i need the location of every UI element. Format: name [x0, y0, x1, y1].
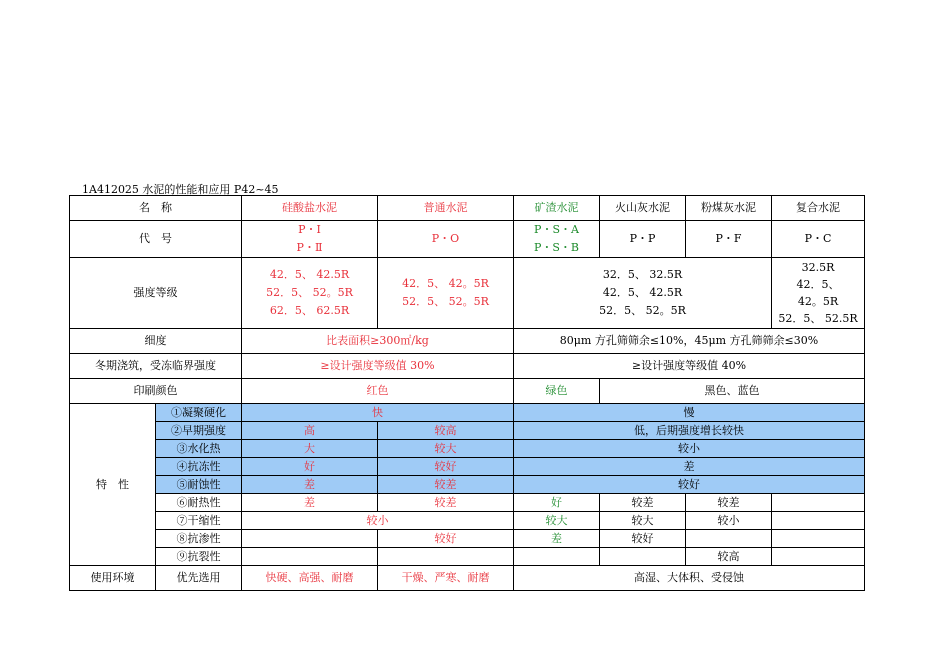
trait-row-5	[70, 476, 865, 494]
trait-value-flyash: 较差	[686, 494, 772, 512]
trait-value-portland-ordinary: 较小	[242, 512, 514, 530]
strength-portland-3: 62．5、 62.5R	[269, 304, 350, 317]
code-composite: P・C	[772, 221, 865, 258]
strength-slag-pozzolanic-flyash	[514, 258, 772, 329]
strength-mid-1: 32．5、 32.5R	[602, 268, 683, 281]
trait-value-ordinary	[378, 548, 514, 566]
trait-value-composite	[772, 548, 865, 566]
header-pozzolanic: 火山灰水泥	[600, 196, 686, 221]
code-label: 代 号	[70, 221, 242, 258]
color-slag: 绿色	[514, 379, 600, 404]
code-slag-2: P・S・B	[533, 241, 580, 254]
trait-value-slag: 差	[514, 530, 600, 548]
trait-value-portland: 大	[242, 440, 378, 458]
trait-row-7	[70, 512, 865, 530]
trait-value-pozzolanic	[600, 548, 686, 566]
trait-row-3	[70, 440, 865, 458]
trait-row-9	[70, 548, 865, 566]
trait-value-slag: 较大	[514, 512, 600, 530]
usage-sub-label: 优先选用	[156, 566, 242, 591]
trait-name: ⑥耐热性	[156, 494, 242, 512]
color-row	[70, 379, 865, 404]
trait-value-portland	[242, 530, 378, 548]
fineness-portland-ordinary: 比表面积≥300㎡/kg	[242, 329, 514, 354]
winter-row	[70, 354, 865, 379]
code-flyash: P・F	[686, 221, 772, 258]
winter-label: 冬期浇筑，受冻临界强度	[70, 354, 242, 379]
trait-value-ordinary: 较差	[378, 494, 514, 512]
winter-portland-ordinary: ≥设计强度等级值 30%	[242, 354, 514, 379]
fineness-others: 80μm 方孔筛筛余≤10%，45μm 方孔筛筛余≤30%	[514, 329, 865, 354]
strength-portland-1: 42．5、 42.5R	[269, 268, 350, 281]
trait-value-ordinary: 较高	[378, 422, 514, 440]
code-ordinary: P・O	[378, 221, 514, 258]
strength-ordinary-1: 42．5、 42。5R	[402, 277, 489, 290]
color-portland-ordinary: 红色	[242, 379, 514, 404]
strength-label: 强度等级	[70, 258, 242, 329]
trait-name: ③水化热	[156, 440, 242, 458]
traits-label: 特 性	[70, 404, 156, 566]
trait-value-pozzolanic: 较差	[600, 494, 686, 512]
trait-name: ①凝聚硬化	[156, 404, 242, 422]
trait-value-flyash: 较高	[686, 548, 772, 566]
trait-value-flyash	[686, 530, 772, 548]
trait-name: ④抗冻性	[156, 458, 242, 476]
trait-value-others: 慢	[514, 404, 865, 422]
trait-value-others: 差	[514, 458, 865, 476]
winter-others: ≥设计强度等级值 40%	[514, 354, 865, 379]
document-title: 1A412025 水泥的性能和应用 P42~45	[82, 183, 279, 196]
header-slag: 矿渣水泥	[514, 196, 600, 221]
trait-value-composite	[772, 512, 865, 530]
color-others: 黑色、蓝色	[600, 379, 865, 404]
header-flyash: 粉煤灰水泥	[686, 196, 772, 221]
cement-properties-table	[69, 195, 865, 591]
trait-value-composite	[772, 530, 865, 548]
header-ordinary: 普通水泥	[378, 196, 514, 221]
strength-portland-2: 52．5、 52。5R	[266, 286, 353, 299]
usage-ordinary: 干燥、严寒、耐磨	[378, 566, 514, 591]
strength-ordinary-2: 52．5、 52。5R	[402, 295, 489, 308]
trait-row-1	[70, 404, 865, 422]
trait-value-portland: 好	[242, 458, 378, 476]
code-slag-1: P・S・A	[534, 223, 579, 236]
code-portland	[242, 221, 378, 258]
trait-name: ⑨抗裂性	[156, 548, 242, 566]
usage-portland: 快硬、高强、耐磨	[242, 566, 378, 591]
trait-row-8	[70, 530, 865, 548]
trait-value-others: 低，后期强度增长较快	[514, 422, 865, 440]
code-portland-1: P・Ⅰ	[298, 223, 321, 236]
strength-mid-3: 52．5、 52。5R	[599, 304, 686, 317]
trait-value-ordinary: 较好	[378, 458, 514, 476]
code-row	[70, 221, 865, 258]
trait-value-portland	[242, 548, 378, 566]
strength-mid-2: 42．5、 42.5R	[602, 286, 683, 299]
trait-value-ordinary: 较好	[378, 530, 514, 548]
trait-value-others: 较好	[514, 476, 865, 494]
header-row	[70, 196, 865, 221]
trait-value-portland: 差	[242, 476, 378, 494]
trait-row-2	[70, 422, 865, 440]
usage-label: 使用环境	[70, 566, 156, 591]
code-pozzolanic: P・P	[600, 221, 686, 258]
usage-others: 高湿、大体积、受侵蚀	[514, 566, 865, 591]
trait-value-flyash: 较小	[686, 512, 772, 530]
trait-row-4	[70, 458, 865, 476]
fineness-row	[70, 329, 865, 354]
fineness-label: 细度	[70, 329, 242, 354]
code-slag	[514, 221, 600, 258]
trait-name: ⑧抗渗性	[156, 530, 242, 548]
header-name: 名 称	[70, 196, 242, 221]
header-composite: 复合水泥	[772, 196, 865, 221]
trait-value-others: 较小	[514, 440, 865, 458]
trait-value-pozzolanic: 较好	[600, 530, 686, 548]
trait-row-6	[70, 494, 865, 512]
strength-composite	[772, 258, 865, 329]
header-portland: 硅酸盐水泥	[242, 196, 378, 221]
strength-row	[70, 258, 865, 329]
strength-portland	[242, 258, 378, 329]
trait-name: ⑦干缩性	[156, 512, 242, 530]
trait-value-pozzolanic: 较大	[600, 512, 686, 530]
trait-value-portland: 高	[242, 422, 378, 440]
strength-composite-3: 42。5R	[797, 295, 839, 308]
color-label: 印刷颜色	[70, 379, 242, 404]
trait-value-portland-ordinary: 快	[242, 404, 514, 422]
trait-value-portland: 差	[242, 494, 378, 512]
trait-value-ordinary: 较大	[378, 440, 514, 458]
usage-row	[70, 566, 865, 591]
strength-composite-2: 42．5、	[796, 278, 840, 291]
trait-value-slag	[514, 548, 600, 566]
trait-value-ordinary: 较差	[378, 476, 514, 494]
trait-value-composite	[772, 494, 865, 512]
trait-value-slag: 好	[514, 494, 600, 512]
trait-name: ⑤耐蚀性	[156, 476, 242, 494]
strength-composite-1: 32.5R	[801, 261, 835, 274]
code-portland-2: P・Ⅱ	[296, 241, 323, 254]
trait-name: ②早期强度	[156, 422, 242, 440]
strength-ordinary	[378, 258, 514, 329]
strength-composite-4: 52．5、 52.5R	[778, 312, 858, 325]
